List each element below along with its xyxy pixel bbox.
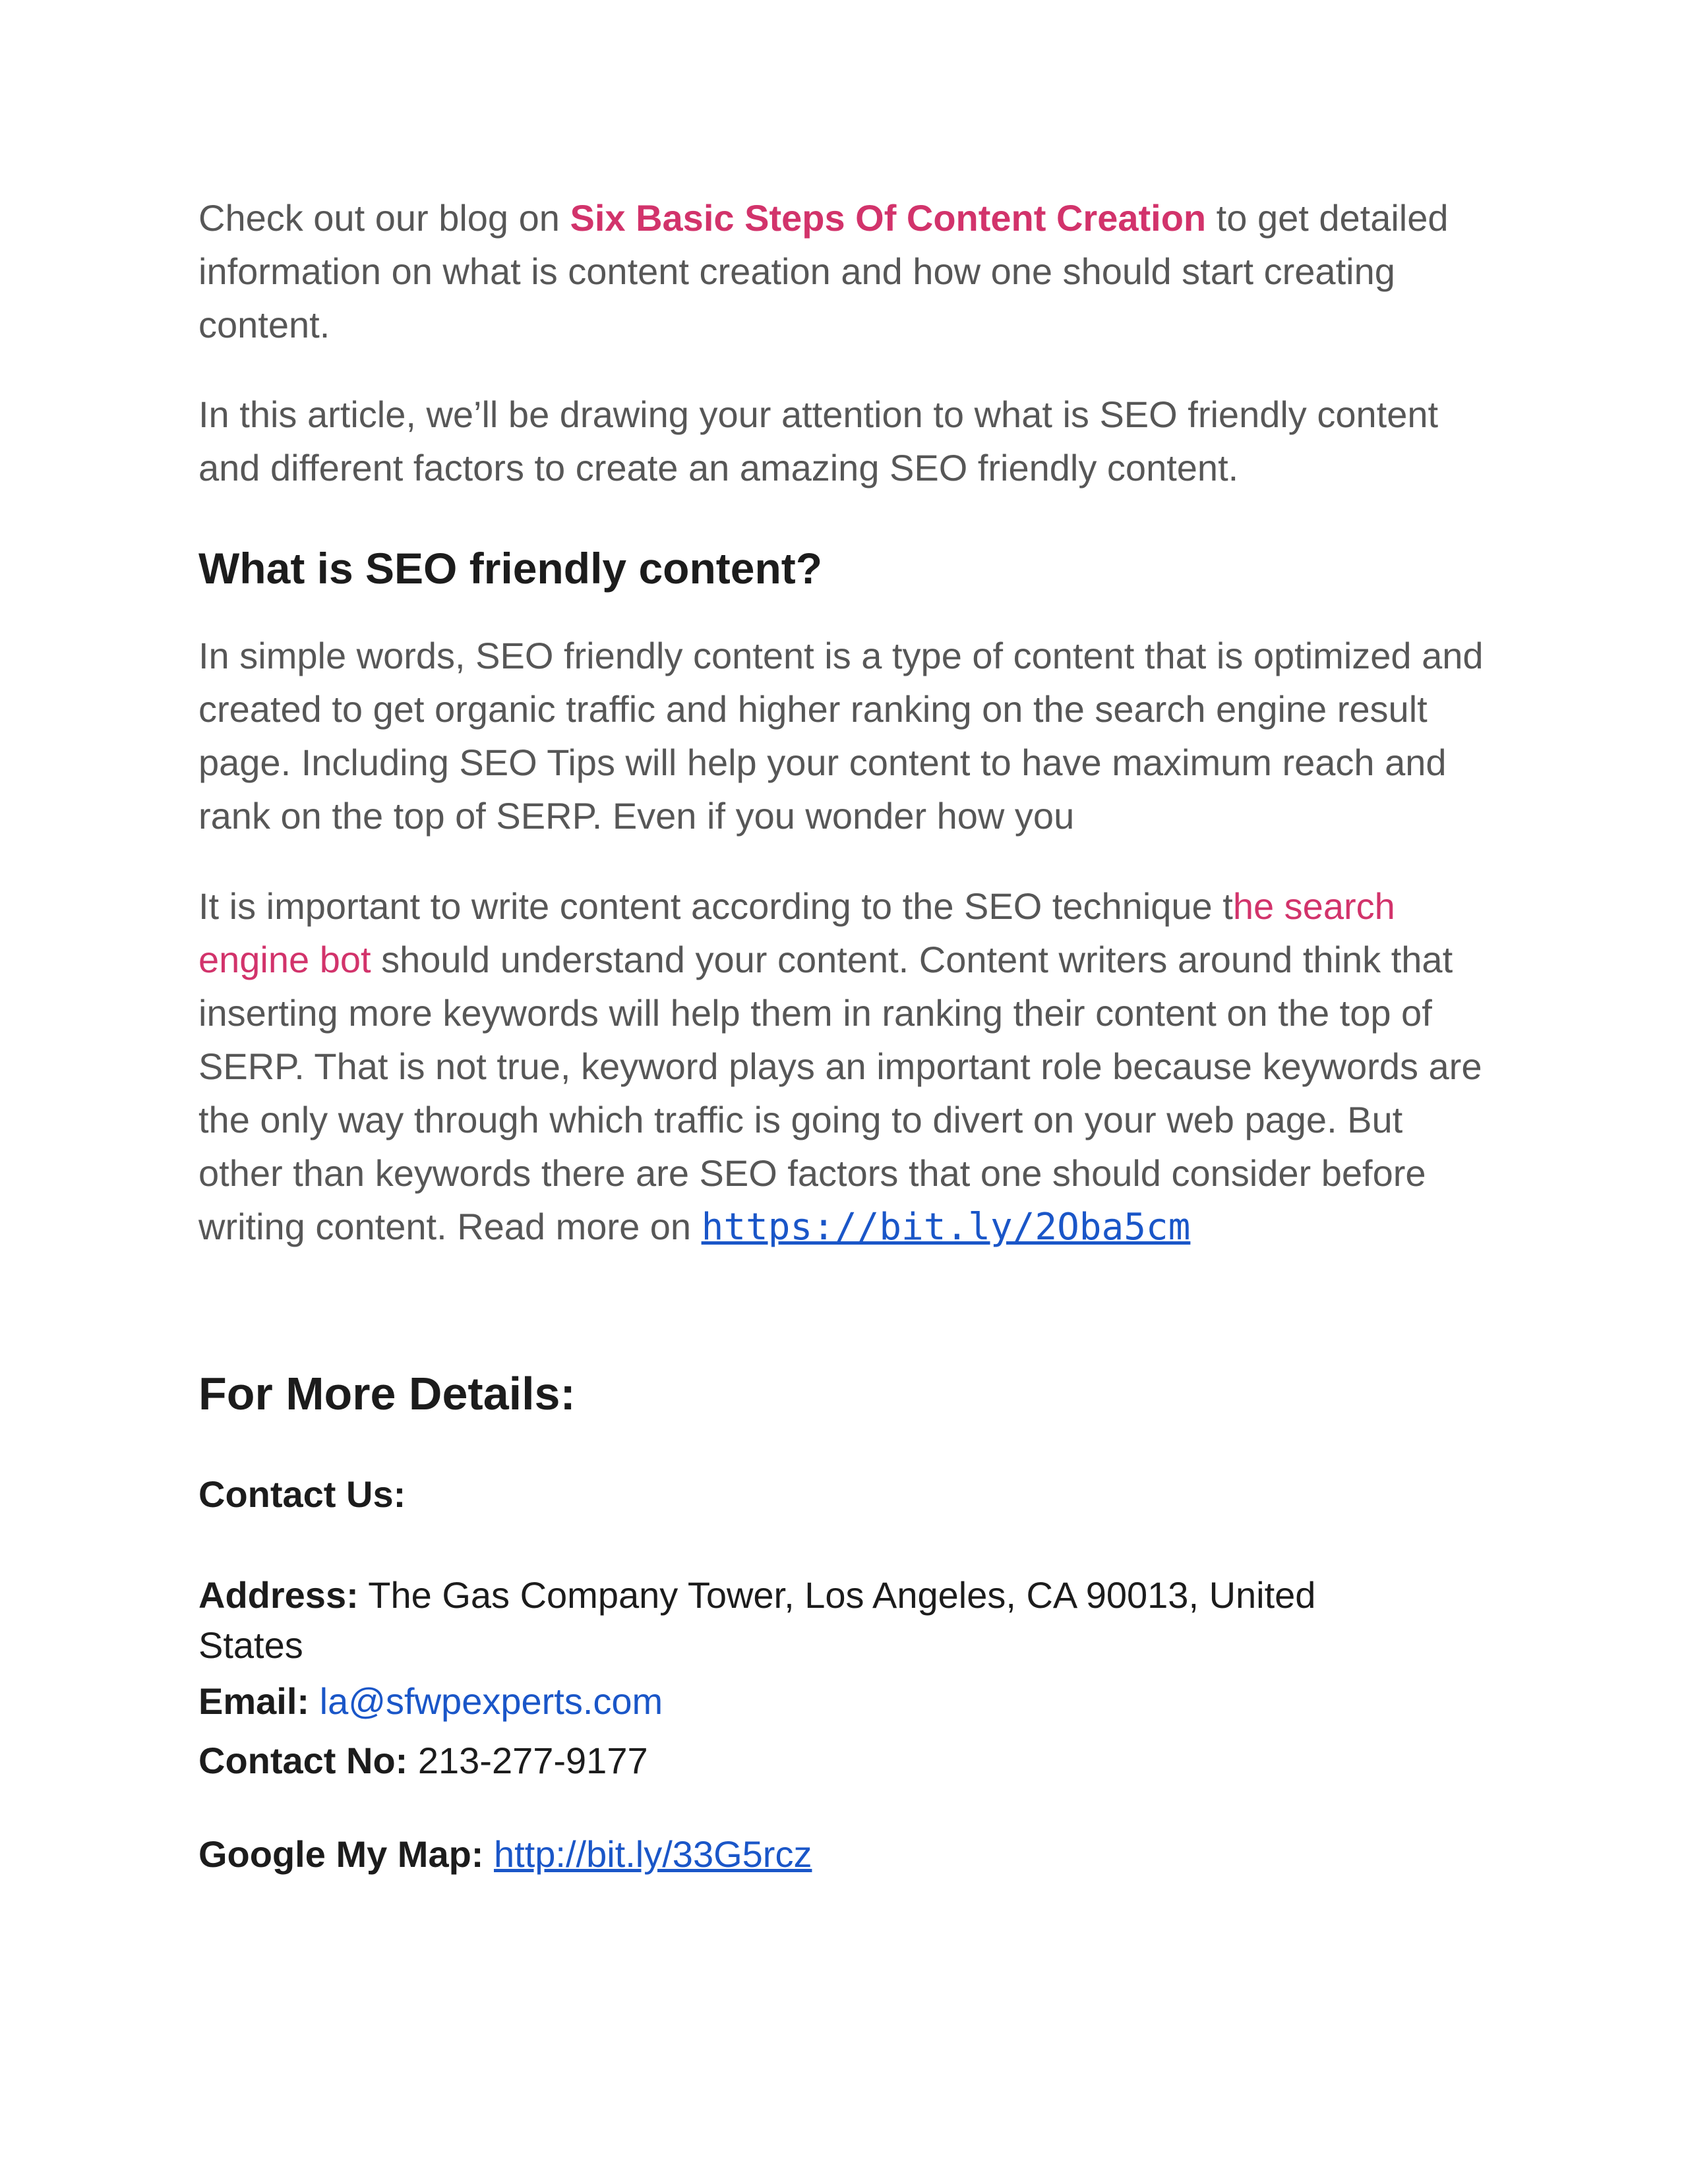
blog-link[interactable]: Six Basic Steps Of Content Creation xyxy=(570,197,1207,239)
read-more-link[interactable]: https://bit.ly/2Oba5cm xyxy=(701,1206,1191,1249)
search-engine-bot-link[interactable]: he search engine bot xyxy=(198,885,1395,980)
phone-line xyxy=(198,1735,1491,1786)
importance-text-after: should understand your content. Content writers around think that inserting more keywords will help them in ranking their content on the top of SERP. That is not true, keyword plays an important role because keywords are the only way through which traffic is going to divert on your web page. But other than keywords there are SEO factors that one should consider before writing content. Read more on xyxy=(198,939,1482,1247)
importance-text-before: It is important to write content according to the SEO technique t xyxy=(198,885,1233,927)
contact-us-label: Contact Us: xyxy=(198,1473,406,1515)
details-heading: For More Details: xyxy=(198,1368,576,1419)
map-line xyxy=(198,1829,1491,1880)
map-link[interactable]: http://bit.ly/33G5rcz xyxy=(494,1833,812,1875)
intro-text-before: Check out our blog on xyxy=(198,197,570,239)
phone-label: Contact No: xyxy=(198,1740,408,1781)
address-value: The Gas Company Tower, Los Angeles, CA 90013, United States xyxy=(198,1574,1316,1666)
article-intro-paragraph: In this article, we’ll be drawing your attention to what is SEO friendly content and different factors to create an amazing SEO friendly content. xyxy=(198,394,1439,488)
definition-paragraph: In simple words, SEO friendly content is a type of content that is optimized and created to get organic traffic and higher ranking on the search engine result page. Including SEO Tips will help your content to have maximum reach and rank on the top of SERP. Even if you wonder how you xyxy=(198,635,1484,837)
phone-value: 213-277-9177 xyxy=(417,1740,648,1781)
section-heading: What is SEO friendly content? xyxy=(198,544,823,593)
importance-paragraph xyxy=(198,879,1491,1254)
email-link[interactable]: la@sfwpexperts.com xyxy=(319,1680,663,1722)
intro-paragraph xyxy=(198,191,1491,351)
email-label: Email: xyxy=(198,1680,310,1722)
map-label: Google My Map: xyxy=(198,1833,484,1875)
intro-text-after: to get detailed information on what is content creation and how one should start creating content. xyxy=(198,197,1449,345)
address-label: Address: xyxy=(198,1574,359,1616)
document-page xyxy=(198,191,1491,1880)
email-line xyxy=(198,1676,1491,1727)
address-line xyxy=(198,1570,1399,1670)
